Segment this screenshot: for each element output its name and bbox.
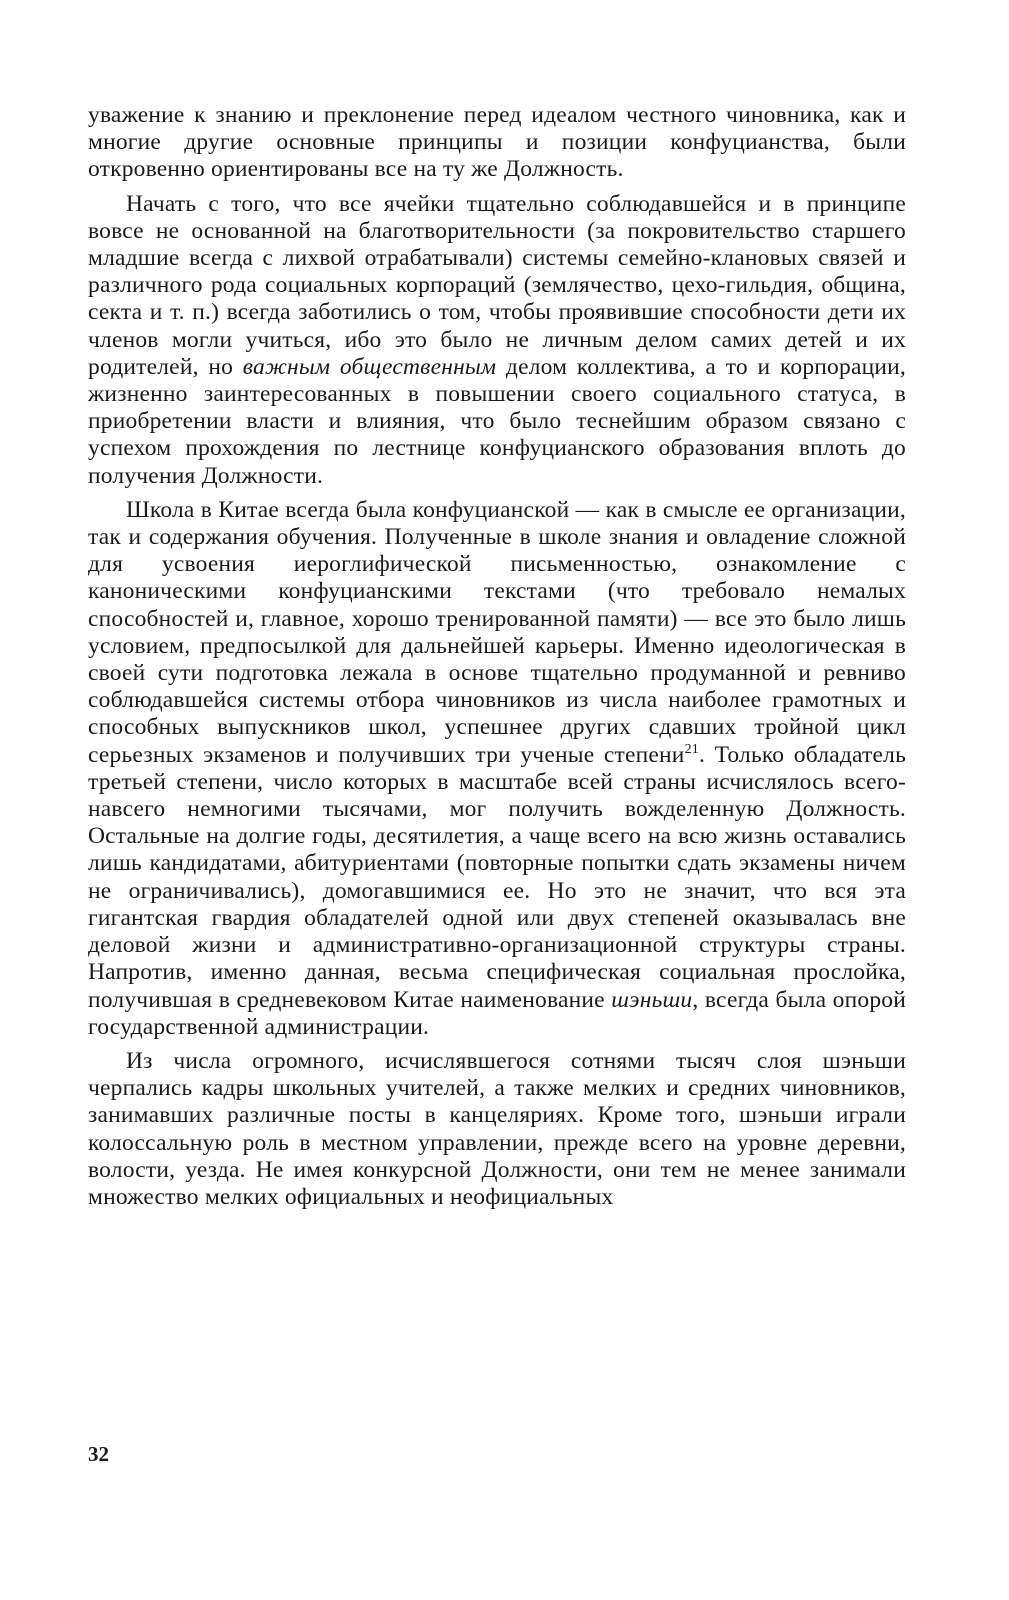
- italic-term: важным общественным: [242, 353, 497, 380]
- footnote-ref: 21: [684, 741, 699, 757]
- paragraph: [88, 497, 906, 1041]
- italic-term: шэньши: [611, 986, 693, 1013]
- text-run: делом коллектива, а то и корпорации, жизненно заинтересованных в повышении своего социального статуса, в приобретении власти и влияния, что было теснейшим образом связано с успехом прохождения по лестнице конфуцианского образования вплоть до получения Должности.: [88, 353, 906, 489]
- paragraph: [88, 191, 906, 490]
- page-body: [88, 102, 906, 1218]
- text-run: Школа в Китае всегда была конфуцианской — как в смысле ее организации, так и содержания обучения. Полученные в школе знания и овладение сложной для усвоения иероглифической письменностью, ознакомление с каноническими конфуцианскими текстами (что требовало немалых способностей и, главное, хорошо тренированной памяти) — все это было лишь условием, предпосылкой для дальнейшей карьеры. Именно идеологическая в своей сути подготовка лежала в основе тщательно продуманной и ревниво соблюдавшейся системы отбора чиновников из числа наиболее грамотных и способных выпускников школ, успешнее других сдавших тройной цикл серьезных экзаменов и получивших три ученые степени: [88, 496, 906, 768]
- text-run: . Только обладатель третьей степени, число которых в масштабе всей страны исчислялось всего-навсего немногими тысячами, мог получить вожделенную Должность. Остальные на долгие годы, десятилетия, а чаще всего на всю жизнь оставались лишь кандидатами, абитуриентами (повторные попытки сдать экзамены ничем не ограничивались), домогавшимися ее. Но это не значит, что вся эта гигантская гвардия обладателей одной или двух степеней оказывалась вне деловой жизни и административно-организационной структуры страны. Напротив, именно данная, весьма специфическая социальная прослойка, получившая в средневековом Китае наименование: [88, 741, 906, 1013]
- paragraph: [88, 1048, 906, 1211]
- text-run: Начать с того, что все ячейки тщательно соблюдавшейся и в принципе вовсе не основанной на благотворительности (за покровительство старшего младшие всегда с лихвой отрабатывали) системы семейно-клановых связей и различного рода социальных корпораций (землячество, цехо-гильдия, община, секта и т. п.) всегда заботились о том, чтобы проявившие способности дети их членов могли учиться, ибо это было не личным делом самих детей и их родителей, но: [88, 190, 906, 380]
- paragraph: [88, 102, 906, 184]
- text-run: , всегда была опорой государственной администрации.: [88, 986, 906, 1040]
- page-number: 32: [88, 1442, 109, 1466]
- text-run: Из числа огромного, исчислявшегося сотнями тысяч слоя шэньши черпались кадры школьных учителей, а также мелких и средних чиновников, занимавших различные посты в канцеляриях. Кроме того, шэньши играли колоссальную роль в местном управлении, прежде всего на уровне деревни, волости, уезда. Не имея конкурсной Должности, они тем не менее занимали множество мелких официальных и неофициальных: [88, 1047, 906, 1210]
- text-run: уважение к знанию и преклонение перед идеалом честного чиновника, как и многие другие основные принципы и позиции конфуцианства, были откровенно ориентированы все на ту же Должность.: [88, 102, 906, 183]
